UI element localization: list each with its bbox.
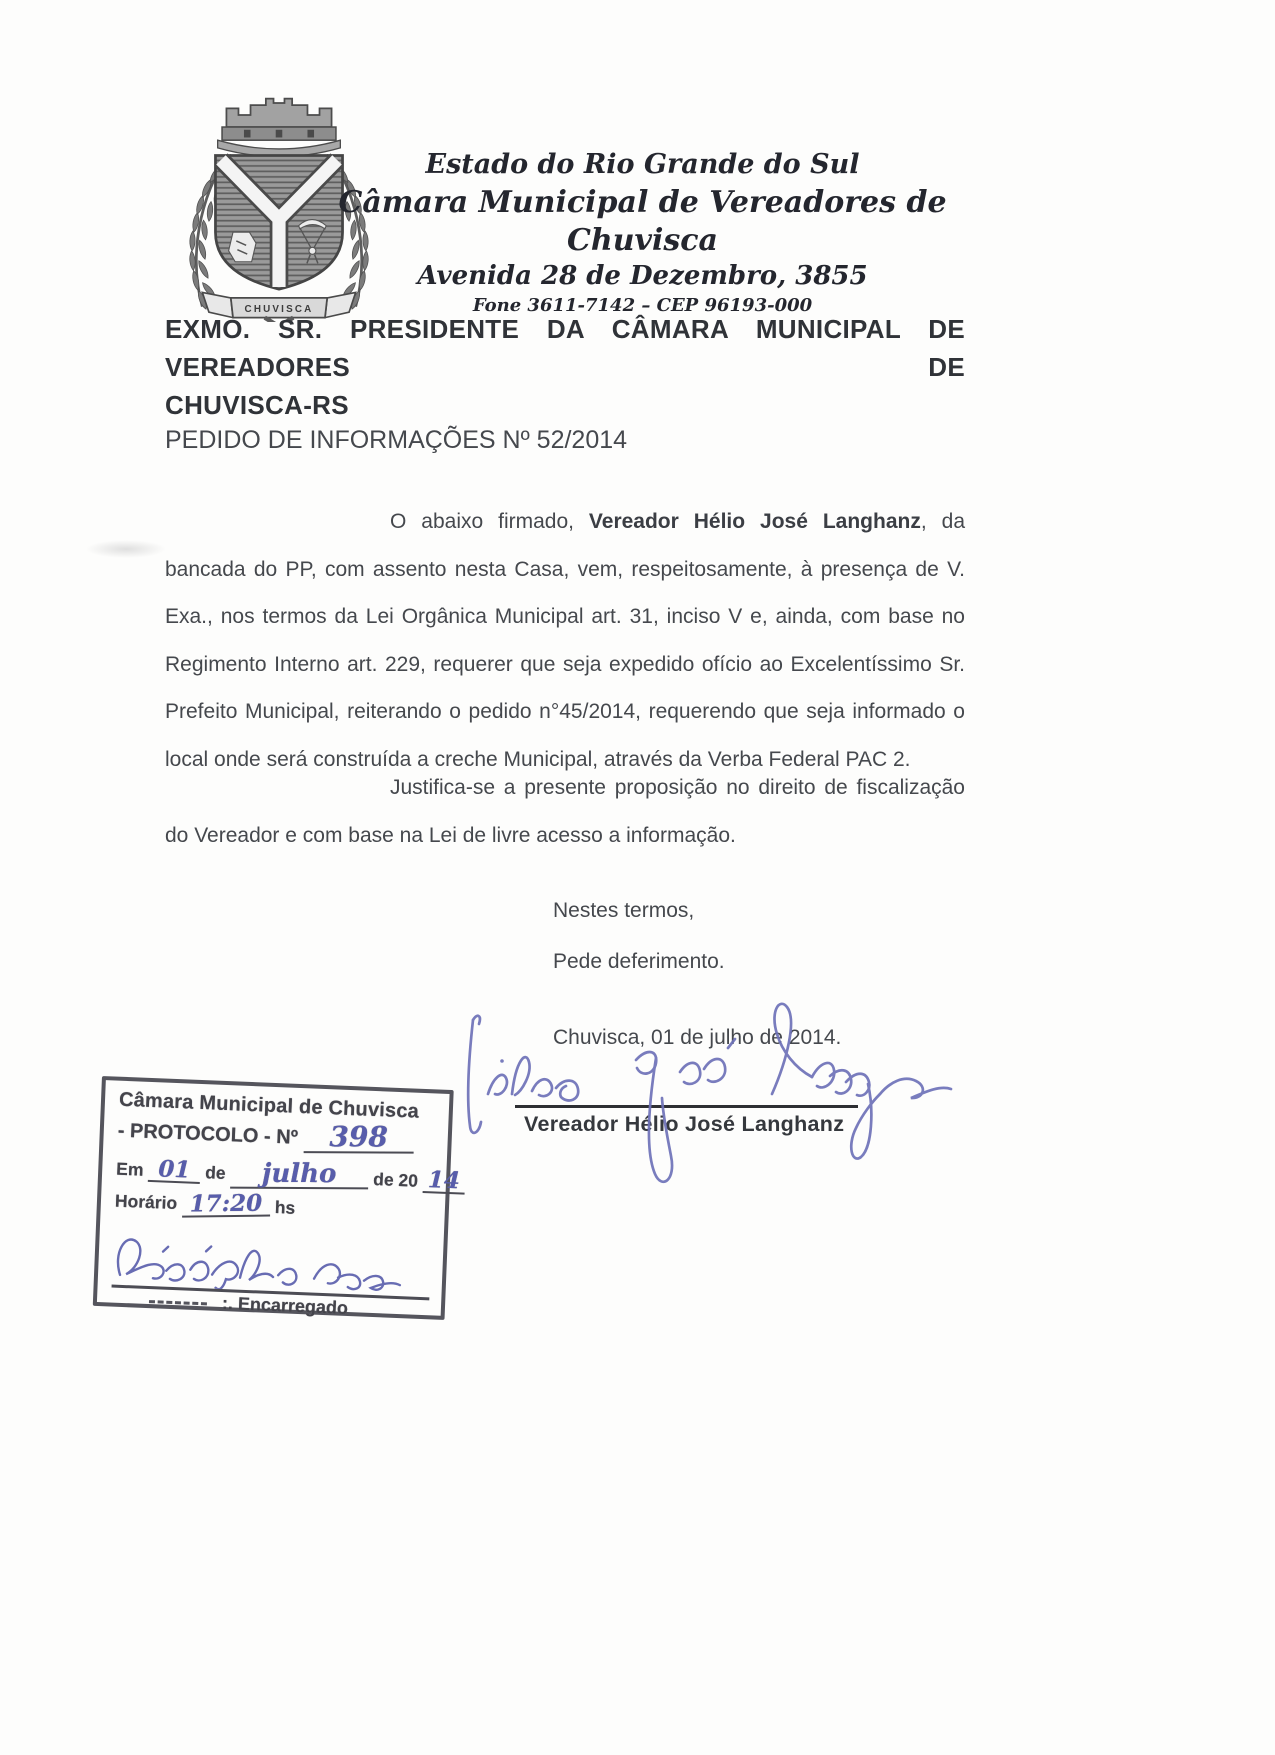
stamp-day-value: 01 [148,1157,201,1184]
stamp-time-row [115,1188,434,1226]
p1-post: , da bancada do PP, com assento nesta Casa, vem, respeitosamente, à presença de V. Exa., nos termos da Lei Orgânica Municipal art. 31, inciso V e, ainda, com base no Regimento Interno art. 229, requerer que seja expedido ofício ao Excelentíssimo Sr. Prefeito Municipal, reiterando o pedido n°45/2014, requerendo que seja informado o local onde será construída a creche Municipal, através da Verba Federal PAC 2. [165,510,965,771]
stamp-encarregado-prefix: :. [221,1293,234,1314]
addressee-heading [165,310,965,424]
crest-ribbon-text: CHUVISCA [244,304,314,316]
stamp-em-label: Em [115,1158,144,1180]
addressee-line2: CHUVISCA-RS [165,390,349,420]
stamp-de20-label: de 20 [372,1168,419,1191]
stamp-month-value: julho [230,1161,368,1190]
stamp-de-label: de [204,1162,227,1184]
stamp-dash-line [149,1300,207,1305]
protocol-stamp [93,1076,461,1320]
attendant-signature [106,1222,428,1297]
body-paragraph-2: Justifica-se a presente proposição no direito de fiscalização do Vereador e com base na Lei de livre acesso a informação. [165,776,965,847]
attendant-signature-area [112,1223,432,1301]
stamp-year-value: 14 [422,1168,465,1195]
dateline: Chuvisca, 01 de julho de 2014. [553,1026,842,1049]
signature-printed-name: Vereador Hélio José Langhanz [524,1112,845,1136]
letterhead [320,146,965,318]
stamp-hs-label: hs [274,1197,296,1218]
letterhead-state: Estado do Rio Grande do Sul [425,149,860,180]
stamp-date-row [115,1154,461,1195]
scan-smudge [86,540,166,558]
stamp-time-label: Horário [114,1190,178,1214]
addressee-line1: EXMO. SR. PRESIDENTE DA CÂMARA MUNICIPAL DE VEREADORES DE [165,314,965,382]
closing-terms: Nestes termos, [553,899,695,922]
left-emblem [229,232,256,262]
letterhead-phone: Fone 3611-7142 – CEP 96193-000 [472,295,813,316]
p1-pre: O abaixo firmado, [390,510,589,533]
body-paragraph-1 [165,498,965,783]
letterhead-address: Avenida 28 de Dezembro, 3855 [417,261,868,291]
stamp-encarregado-label: Encarregado [237,1293,349,1319]
stamp-org-name: Câmara Municipal de Chuvisca [118,1088,420,1123]
stamp-protocol-label: - PROTOCOLO - Nº [117,1119,299,1149]
stamp-protocol-number: 398 [303,1123,413,1154]
p1-councilman-name: Vereador Hélio José Langhanz [588,510,921,533]
letterhead-org: Câmara Municipal de Vereadores de Chuvisca [338,185,947,258]
stamp-time-value: 17:20 [182,1192,270,1218]
closing-plea: Pede deferimento. [553,950,725,973]
subject-line: PEDIDO DE INFORMAÇÕES Nº 52/2014 [165,426,628,454]
signature-rule [515,1105,858,1108]
